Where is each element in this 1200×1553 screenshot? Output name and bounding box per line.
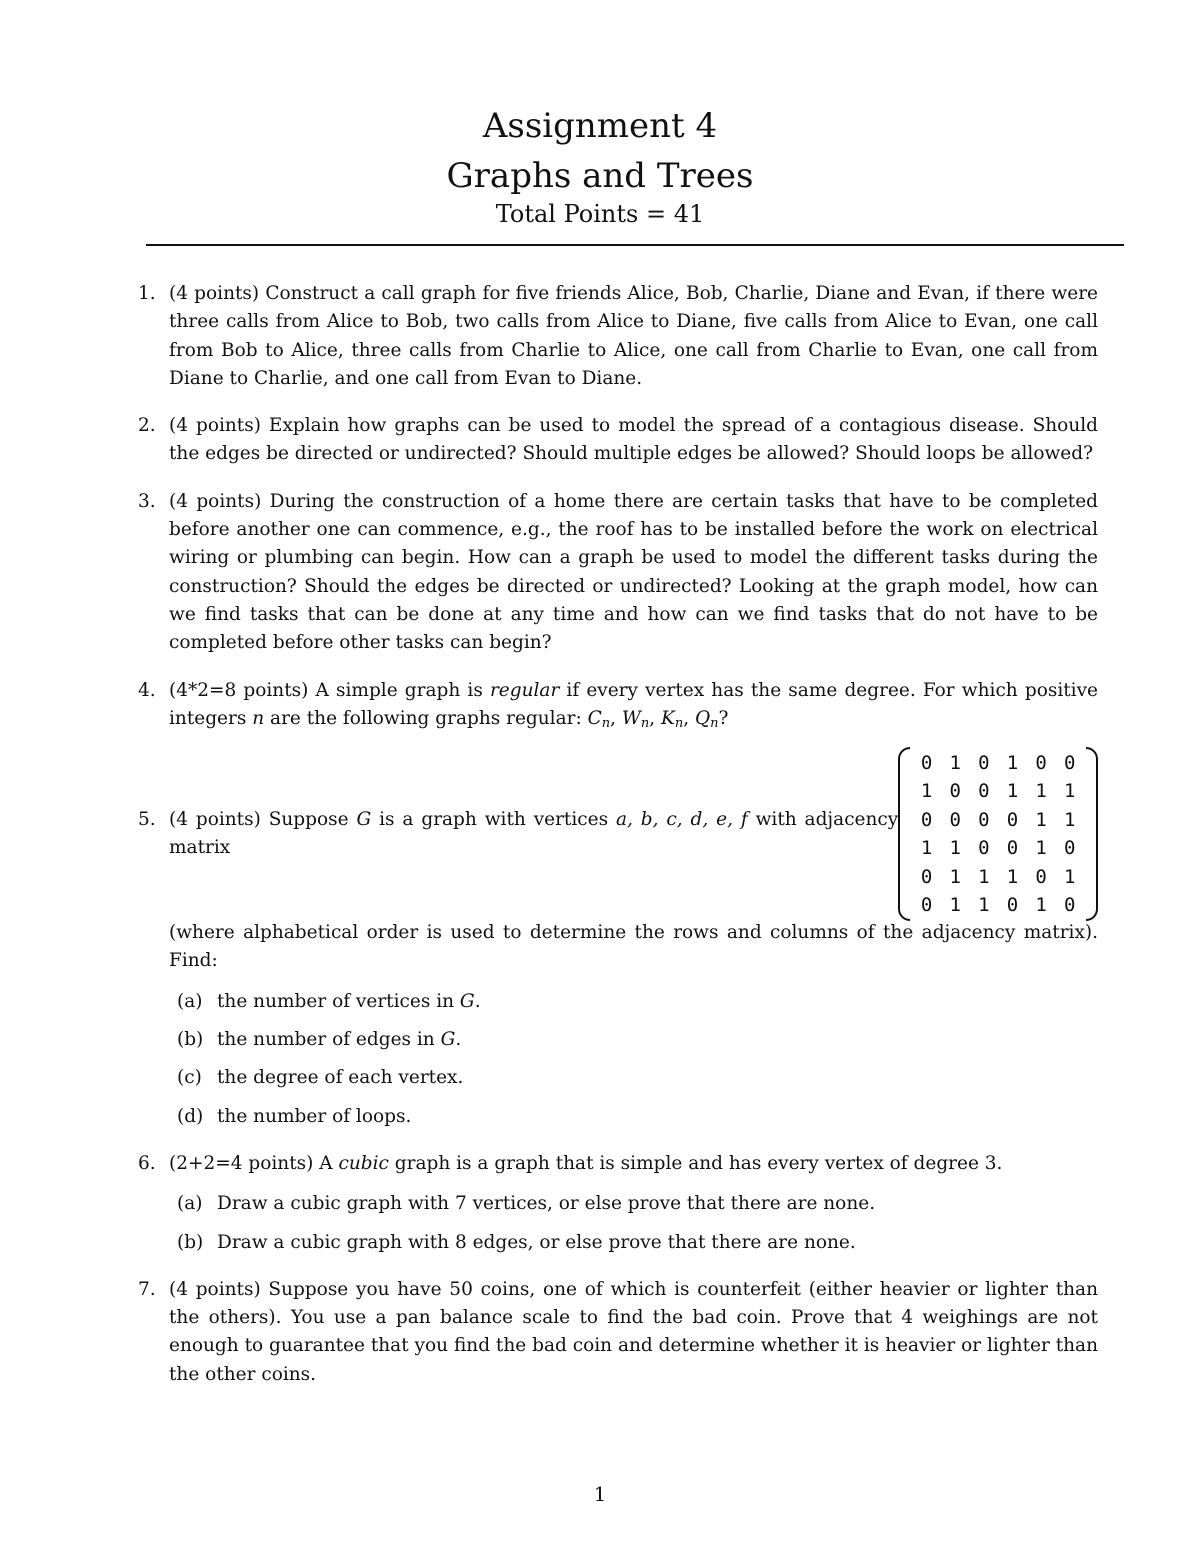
matrix-cell: 1 xyxy=(949,865,961,888)
matrix-cell: 0 xyxy=(1063,752,1076,775)
variable-g: G xyxy=(459,990,475,1012)
matrix-cell: 1 xyxy=(978,865,990,888)
subquestion-label: (d) xyxy=(177,1105,204,1127)
matrix-cell: 0 xyxy=(949,780,961,803)
matrix-row xyxy=(912,891,1084,919)
text-segment: is a graph with vertices xyxy=(371,808,616,830)
variable-g: G xyxy=(356,808,372,830)
graph-symbol: K xyxy=(661,707,675,729)
subquestion-b xyxy=(169,1229,1098,1257)
matrix-cell: 0 xyxy=(1063,837,1076,860)
problem-5-statement xyxy=(138,806,899,863)
adjacency-matrix-table xyxy=(912,749,1084,919)
subquestion-c xyxy=(169,1064,1098,1092)
emphasis-cubic: cubic xyxy=(338,1152,389,1174)
matrix-row xyxy=(912,806,1084,834)
left-bracket xyxy=(898,747,910,921)
subquestion-a xyxy=(169,988,1098,1016)
text-segment: (4 points) Suppose xyxy=(169,808,357,830)
matrix-row xyxy=(912,834,1084,862)
matrix-cell: 1 xyxy=(1035,893,1047,916)
vertex-list: a, b, c, d, e, f xyxy=(615,808,748,830)
subquestion-label: (c) xyxy=(177,1067,202,1089)
problem-text: (4*2=8 points) A simple graph is regular if every vertex has the same degree. For which positive integers n are the following graphs regular: $C_n$, $W_n$, $K_n$, $Q_n$? xyxy=(169,679,1098,731)
problem-number: 6. xyxy=(138,1152,156,1174)
matrix-cell: 0 xyxy=(920,893,933,916)
matrix-row xyxy=(912,777,1084,805)
text-segment: ? xyxy=(718,707,729,729)
matrix-cell: 1 xyxy=(1063,780,1076,803)
matrix-cell: 0 xyxy=(978,837,990,860)
problem-7 xyxy=(138,1276,1098,1389)
matrix-cell: 0 xyxy=(920,865,933,888)
subquestion-b xyxy=(169,1026,1098,1054)
text-segment: if every vertex has the same degree. For which positive integers xyxy=(169,679,1098,729)
matrix-cell: 1 xyxy=(949,837,961,860)
assignment-subtitle: Graphs and Trees xyxy=(446,156,754,196)
matrix-cell: 0 xyxy=(949,808,961,831)
adjacency-matrix xyxy=(898,749,1098,919)
subquestion-label: (b) xyxy=(177,1231,204,1253)
subquestion-list xyxy=(169,988,1098,1131)
matrix-cell: 1 xyxy=(949,752,961,775)
problem-text: (4 points) Suppose you have 50 coins, one of which is counterfeit (either heavier or lighter than the others). You use a pan balance scale to find the bad coin. Prove that 4 weighings are not enough to guarantee that you find the bad coin and determine whether it is heavier or lighter than the other coins. xyxy=(169,1278,1098,1385)
subquestion-list xyxy=(169,1190,1098,1257)
matrix-cell: 1 xyxy=(920,780,933,803)
matrix-cell: 0 xyxy=(1035,752,1047,775)
problem-number: 1. xyxy=(138,283,156,304)
subquestion-text: the number of loops. xyxy=(217,1105,412,1127)
matrix-cell: 1 xyxy=(1063,808,1076,831)
problem-text: (4 points) Construct a call graph for five friends Alice, Bob, Charlie, Diane and Evan, if there were three calls from Alice to Bob, two calls from Alice to Diane, five calls from Alice to Evan, one call from Bob to Alice, three calls from Charlie to Alice, one call from Charlie to Evan, one call from Diane to Charlie, and one call from Evan to Diane. xyxy=(169,283,1098,389)
header-rule xyxy=(146,244,1124,246)
matrix-cell: 0 xyxy=(1006,837,1019,860)
graph-symbol: W xyxy=(621,707,641,729)
subquestion-label: (a) xyxy=(177,1193,203,1215)
matrix-cell: 1 xyxy=(949,893,961,916)
graph-subscript: n xyxy=(710,715,719,731)
problem-list xyxy=(138,280,1098,1408)
matrix-cell: 0 xyxy=(1063,893,1076,916)
variable-g: G xyxy=(440,1029,456,1051)
subquestion-text: Draw a cubic graph with 8 edges, or else prove that there are none. xyxy=(217,1231,856,1253)
matrix-cell: 1 xyxy=(1035,780,1047,803)
problem-number: 5. xyxy=(138,808,156,830)
problem-number: 2. xyxy=(138,415,156,437)
subquestion-text: the number of edges in xyxy=(217,1029,441,1051)
problem-number: 4. xyxy=(138,679,156,701)
matrix-cell: 0 xyxy=(1006,893,1019,916)
matrix-cell: 0 xyxy=(1006,808,1019,831)
problem-3 xyxy=(138,488,1098,658)
subquestion-label: (a) xyxy=(177,990,203,1012)
graph-symbol: C xyxy=(587,707,602,729)
subquestion-label: (b) xyxy=(177,1029,204,1051)
matrix-cell: 0 xyxy=(1035,865,1047,888)
text-segment: graph is a graph that is simple and has every vertex of degree 3. xyxy=(388,1152,1003,1174)
assignment-title: Assignment 4 xyxy=(482,106,718,146)
matrix-cell: 1 xyxy=(1006,752,1019,775)
right-bracket xyxy=(1086,747,1098,921)
problem-5-lead xyxy=(138,749,1098,919)
problem-2 xyxy=(138,412,1098,469)
problem-text: (4 points) During the construction of a home there are certain tasks that have to be completed before another one can commence, e.g., the roof has to be installed before the work on electrical wiring or plumbing can begin. How can a graph be used to model the different tasks during the construction? Should the edges be directed or undirected? Looking at the graph model, how can we find tasks that can be done at any time and how can we find tasks that do not have to be completed before other tasks can begin? xyxy=(169,490,1098,654)
text-segment: (4*2=8 points) A simple graph is xyxy=(169,679,490,701)
problem-text xyxy=(169,1150,1098,1178)
subquestion-text: the number of vertices in xyxy=(217,990,460,1012)
emphasis-regular: regular xyxy=(489,679,560,701)
text-segment: with adjacency matrix xyxy=(169,808,899,859)
matrix-cell: 1 xyxy=(1006,780,1019,803)
matrix-cell: 1 xyxy=(1063,865,1076,888)
subquestion-text: Draw a cubic graph with 7 vertices, or else prove that there are none. xyxy=(217,1193,876,1215)
matrix-cell: 0 xyxy=(978,780,990,803)
matrix-row xyxy=(912,749,1084,777)
matrix-cell: 0 xyxy=(978,752,990,775)
matrix-cell: 0 xyxy=(920,752,933,775)
graph-subscript: n xyxy=(674,715,684,731)
problem-6 xyxy=(138,1150,1098,1257)
problem-number: 3. xyxy=(138,490,156,512)
matrix-cell: 1 xyxy=(978,893,990,916)
variable-n: n xyxy=(252,707,265,729)
subquestion-a xyxy=(169,1190,1098,1218)
graph-subscript: n xyxy=(640,715,650,731)
matrix-cell: 0 xyxy=(920,808,933,831)
matrix-row xyxy=(912,863,1084,891)
matrix-cell: 1 xyxy=(1035,837,1047,860)
graph-subscript: n xyxy=(601,715,611,731)
text-segment: (2+2=4 points) A xyxy=(169,1152,339,1174)
problem-4 xyxy=(138,677,1098,739)
subquestion-d xyxy=(169,1103,1098,1131)
text-segment: are the following graphs regular: xyxy=(264,707,588,729)
total-points: Total Points = 41 xyxy=(495,200,705,228)
problem-text: (4 points) Explain how graphs can be used to model the spread of a contagious disease. Should the edges be directed or undirected? Should multiple edges be allowed? Should loops be allowed? xyxy=(169,415,1098,465)
matrix-cell: 1 xyxy=(920,837,933,860)
problem-text: (where alphabetical order is used to determine the rows and columns of the adjacency matrix). Find: xyxy=(169,922,1098,972)
subquestion-text: the degree of each vertex. xyxy=(217,1067,464,1089)
matrix-cell: 0 xyxy=(978,808,990,831)
problem-1 xyxy=(138,280,1098,393)
page-number: 1 xyxy=(593,1482,607,1506)
subquestion-end: . xyxy=(474,990,481,1012)
problem-number: 7. xyxy=(138,1278,156,1300)
subquestion-end: . xyxy=(455,1029,462,1051)
graph-symbol: Q xyxy=(695,707,711,729)
matrix-cell: 1 xyxy=(1035,808,1047,831)
matrix-cell: 1 xyxy=(1006,865,1019,888)
problem-5 xyxy=(138,749,1098,1131)
